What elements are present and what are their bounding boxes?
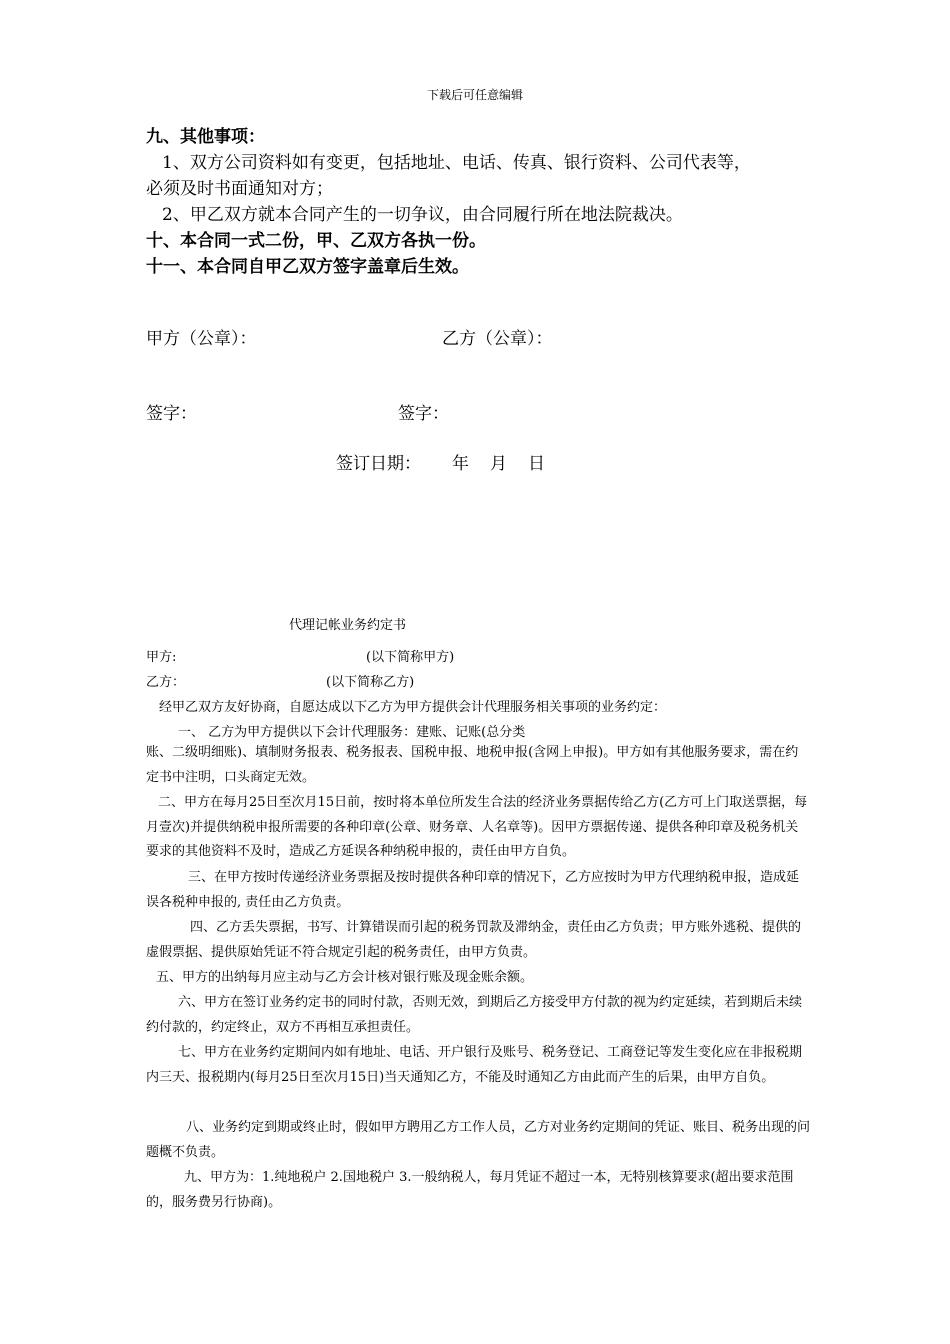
agreement-intro: 经甲乙双方友好协商，自愿达成以下乙方为甲方提供会计代理服务相关事项的业务约定： [159, 700, 667, 715]
signing-date-month: 月 [490, 454, 507, 474]
signing-date-day: 日 [528, 454, 545, 474]
agreement-clause-2: 二、甲方在每月25日至次月15日前，按时将本单位所发生合法的经济业务票据传给乙方(乙方可上门取送票据，每月壹次)并提供纳税申报所需要的各种印章(公章、财务章、人名章等)。因甲方票据传递、提供各种印章及税务机关要求的其他资料不及时，造成乙方延误各种纳税申报的，责任由甲方自负。 [146, 795, 808, 859]
section-9-title: 九、其他事项： [146, 127, 265, 147]
section-9-item-1: 1、双方公司资料如有变更，包括地址、电话、传真、银行资料、公司代表等， [162, 153, 751, 173]
agreement-clause-6: 六、甲方在签订业务约定书的同时付款，否则无效，到期后乙方接受甲方付款的视为约定延续，若到期后未续约付款的，约定终止，双方不再相互承担责任。 [146, 995, 803, 1035]
section-9-item-2: 2、甲乙双方就本合同产生的一切争议，由合同履行所在地法院裁决。 [162, 205, 683, 225]
agreement-clause-9: 九、甲方为：1.纯地税户 2.国地税户 3.一般纳税人，每月凭证不超过一本，无特别核算要求(超出要求范围的，服务费另行协商)。 [146, 1170, 794, 1210]
party-b-sign-label: 签字： [398, 404, 449, 424]
section-9-item-1-cont: 必须及时书面通知对方； [146, 179, 333, 199]
agreement-clause-1-rest: 账、二级明细账)、填制财务报表、税务报表、国税申报、地税申报(含网上申报)。甲方如有其他服务要求，需在约定书中注明，口头商定无效。 [146, 745, 799, 785]
party-b-seal-label: 乙方（公章）： [442, 329, 553, 349]
signing-date-year: 年 [452, 454, 469, 474]
party-a-sign-label: 签字： [146, 404, 197, 424]
section-10: 十、本合同一式二份，甲、乙双方各执一份。 [146, 231, 486, 251]
agreement-clause-8: 八、业务约定到期或终止时，假如甲方聘用乙方工作人员，乙方对业务约定期间的凭证、账目、税务出现的问题概不负责。 [146, 1120, 811, 1160]
agreement-clause-1-first: 一、 乙方为甲方提供以下会计代理服务：建账、记账(总分类 [178, 725, 526, 740]
agreement-party-a-label: 甲方: [146, 650, 177, 665]
agreement-title: 代理记帐业务约定书 [289, 618, 407, 633]
agreement-party-b-note: (以下简称乙方) [326, 675, 415, 690]
agreement-clause-4: 四、乙方丢失票据，书写、计算错误而引起的税务罚款及滞纳金，责任由乙方负责；甲方账外逃税、提供的虚假票据、提供原始凭证不符合规定引起的税务责任，由甲方负责。 [146, 920, 802, 960]
agreement-clause-3: 三、在甲方按时传递经济业务票据及按时提供各种印章的情况下，乙方应按时为甲方代理纳税申报，造成延误各税种申报的, 责任由乙方负责。 [146, 870, 800, 910]
party-a-seal-label: 甲方（公章）： [146, 329, 257, 349]
agreement-clause-7: 七、甲方在业务约定期间内如有地址、电话、开户银行及账号、税务登记、工商登记等发生变化应在非报税期内三天、报税期内(每月25日至次月15日)当天通知乙方，不能及时通知乙方由此而产生的后果，由甲方自负。 [146, 1045, 803, 1085]
section-11: 十一、本合同自甲乙双方签字盖章后生效。 [146, 257, 469, 277]
signing-date-label: 签订日期： [336, 454, 421, 474]
page-header: 下载后可任意编辑 [426, 88, 523, 102]
agreement-party-a-note: (以下简称甲方) [366, 650, 455, 665]
agreement-clause-5: 五、甲方的出纳每月应主动与乙方会计核对银行账及现金账余额。 [156, 970, 534, 985]
agreement-party-b-label: 乙方： [146, 675, 186, 690]
